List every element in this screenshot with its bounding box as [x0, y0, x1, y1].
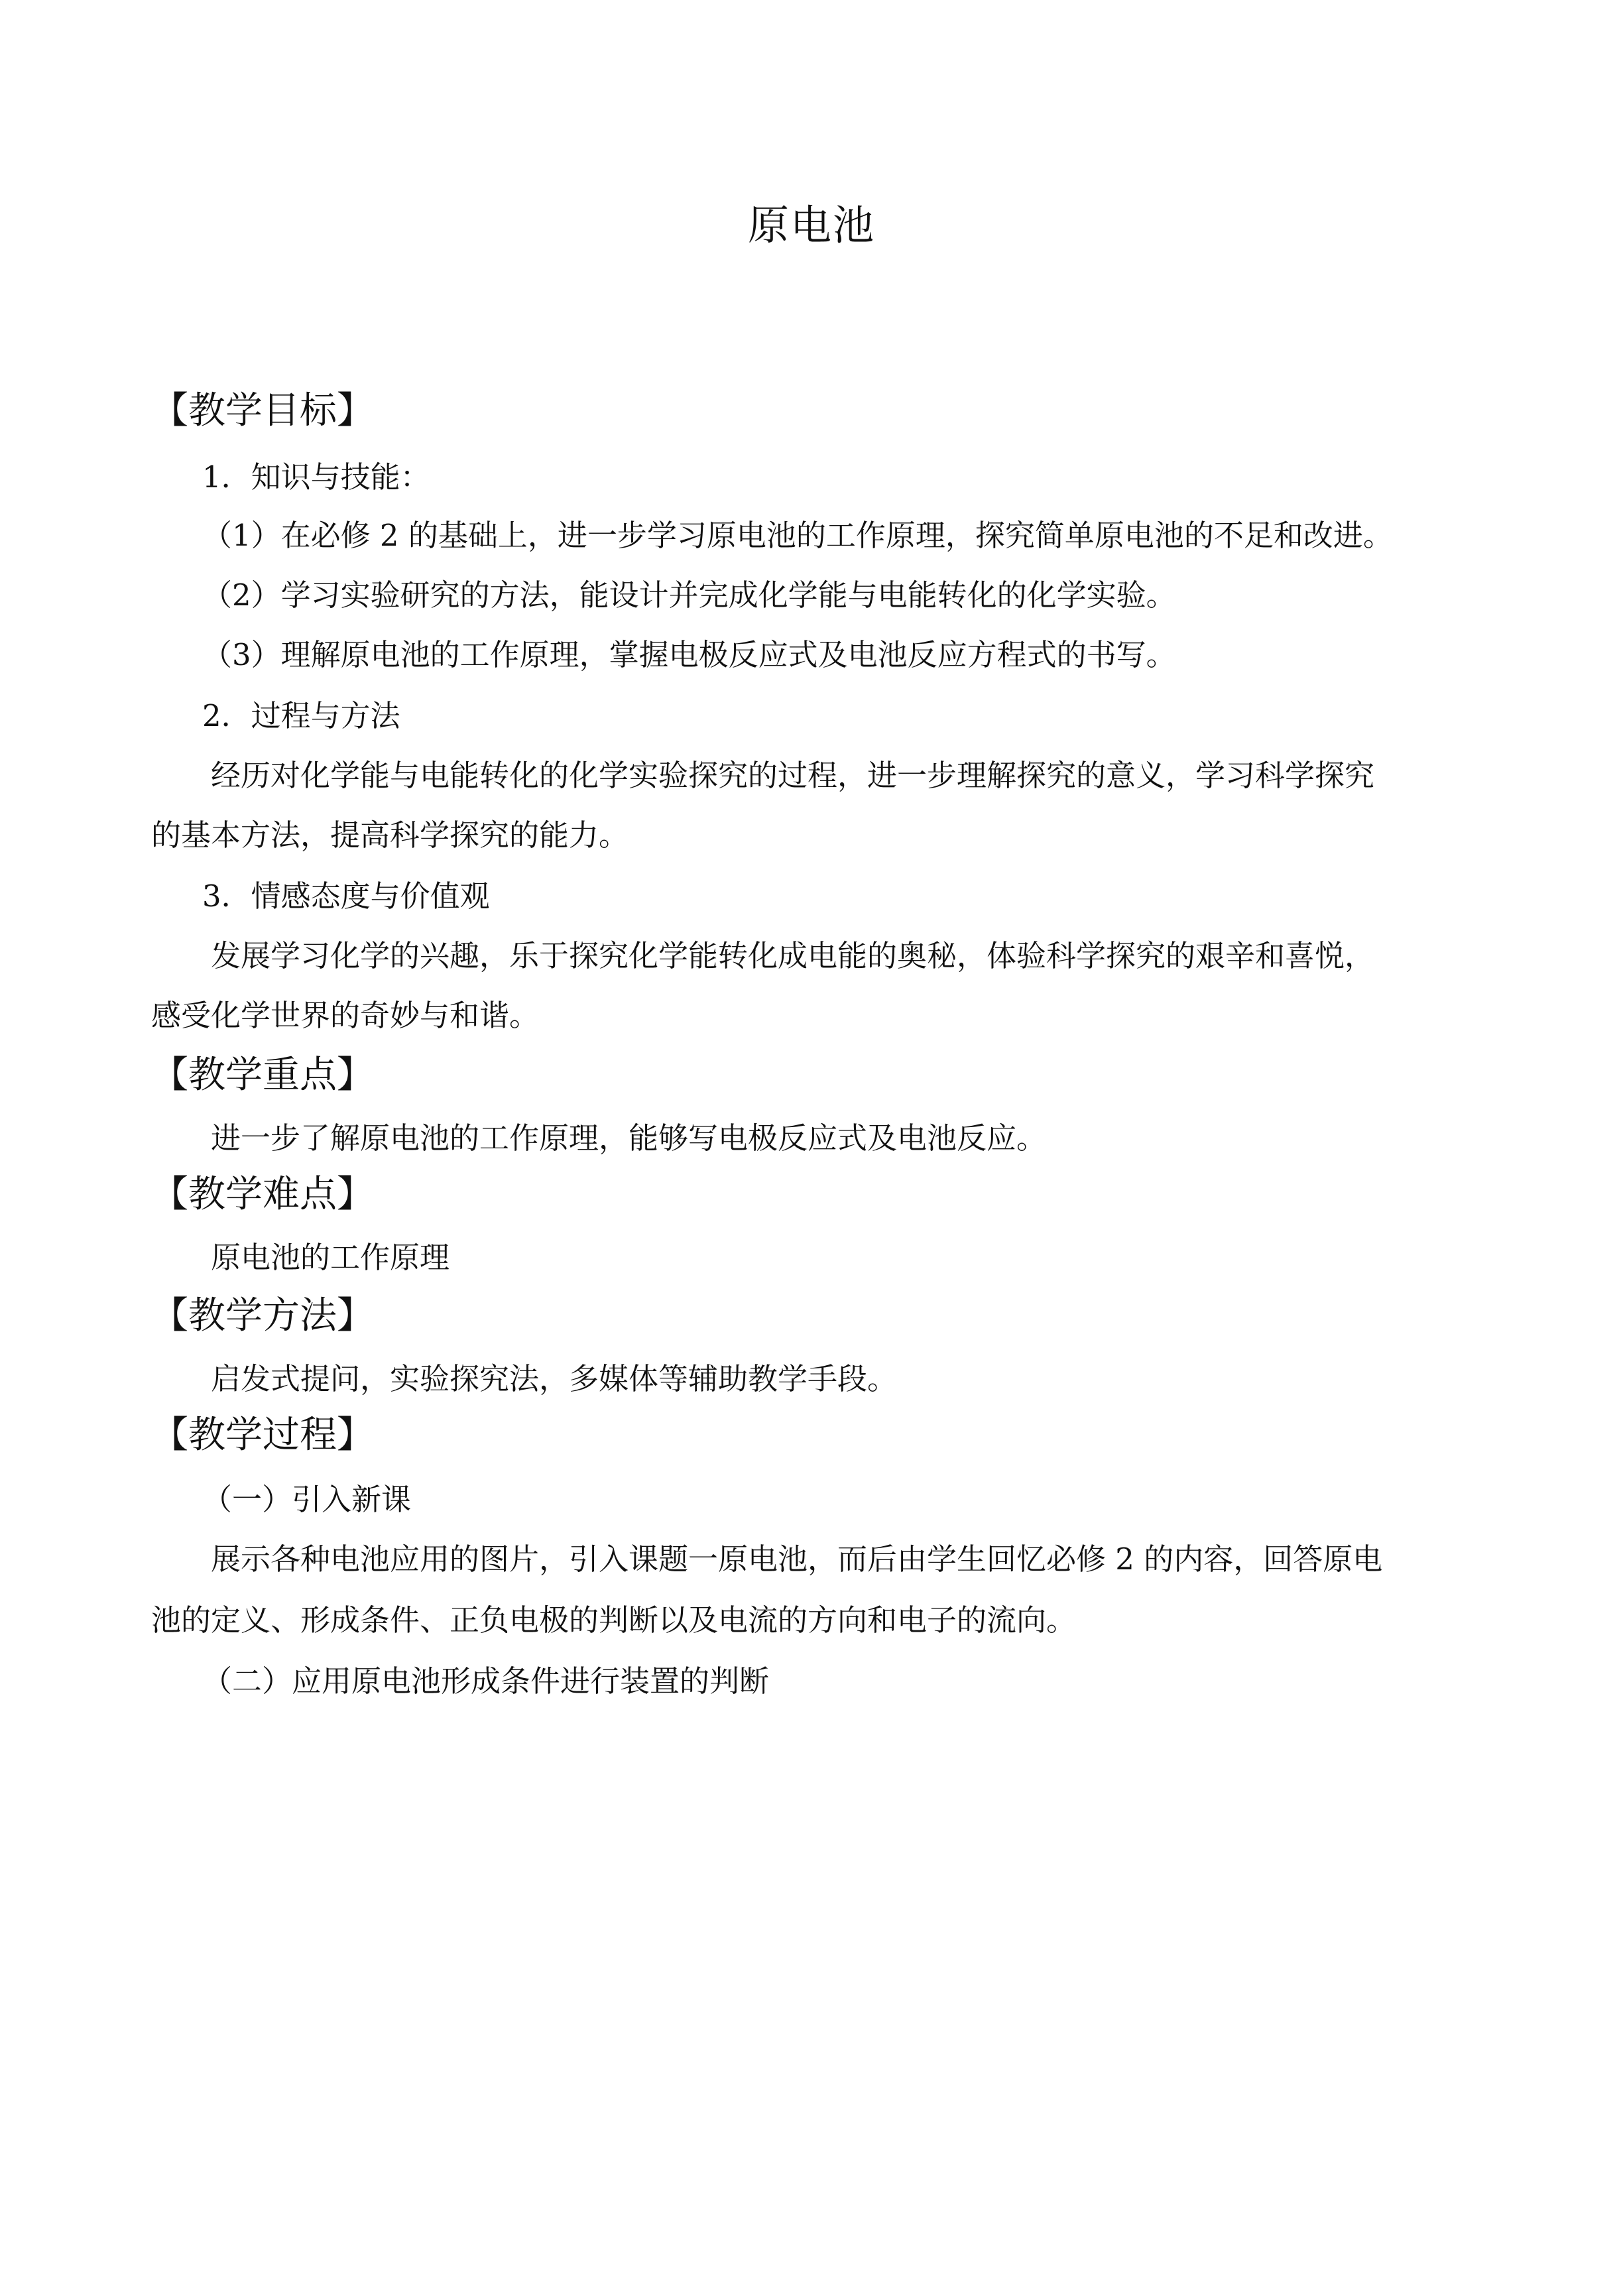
objective-item-3-text-line-2: 感受化学世界的奇妙与和谐。 [151, 998, 540, 1033]
process-step-1-text-line-1: 展示各种电池应用的图片，引入课题一原电池，而后由学生回忆必修 2 的内容，回答原电 [211, 1541, 1383, 1577]
objective-item-2-label: 2．过程与方法 [202, 698, 400, 733]
document-title: 原电池 [747, 201, 875, 249]
key-points-text: 进一步了解原电池的工作原理，能够写电极反应式及电池反应。 [211, 1120, 1047, 1156]
section-heading-methods: 【教学方法】 [151, 1294, 374, 1337]
section-heading-key-points: 【教学重点】 [151, 1054, 374, 1097]
objective-item-1-sub-2: （2）学习实验研究的方法，能设计并完成化学能与电能转化的化学实验。 [202, 577, 1176, 613]
objective-item-3-label: 3．情感态度与价值观 [202, 878, 490, 914]
objective-item-2-text-line-1: 经历对化学能与电能转化的化学实验探究的过程，进一步理解探究的意义，学习科学探究 [211, 758, 1375, 793]
process-step-2-label: （二）应用原电池形成条件进行装置的判断 [202, 1663, 770, 1699]
objective-item-3-text-line-1: 发展学习化学的兴趣，乐于探究化学能转化成电能的奥秘，体验科学探究的艰辛和喜悦， [211, 938, 1375, 973]
objective-item-2-text-line-2: 的基本方法，提高科学探究的能力。 [151, 817, 629, 853]
process-step-1-text-line-2: 池的定义、形成条件、正负电极的判断以及电流的方向和电子的流向。 [151, 1602, 1077, 1638]
section-heading-process: 【教学过程】 [151, 1414, 374, 1457]
objective-item-1-label: 1．知识与技能： [202, 459, 430, 495]
section-heading-objectives: 【教学目标】 [151, 389, 374, 432]
methods-text: 启发式提问，实验探究法，多媒体等辅助教学手段。 [211, 1361, 898, 1396]
objective-item-1-sub-3: （3）理解原电池的工作原理，掌握电极反应式及电池反应方程式的书写。 [202, 637, 1176, 672]
process-step-1-label: （一）引入新课 [202, 1482, 412, 1517]
section-heading-difficulties: 【教学难点】 [151, 1173, 374, 1216]
objective-item-1-sub-1: （1）在必修 2 的基础上，进一步学习原电池的工作原理，探究简单原电池的不足和改进。 [202, 518, 1393, 553]
difficulties-text: 原电池的工作原理 [211, 1240, 450, 1275]
